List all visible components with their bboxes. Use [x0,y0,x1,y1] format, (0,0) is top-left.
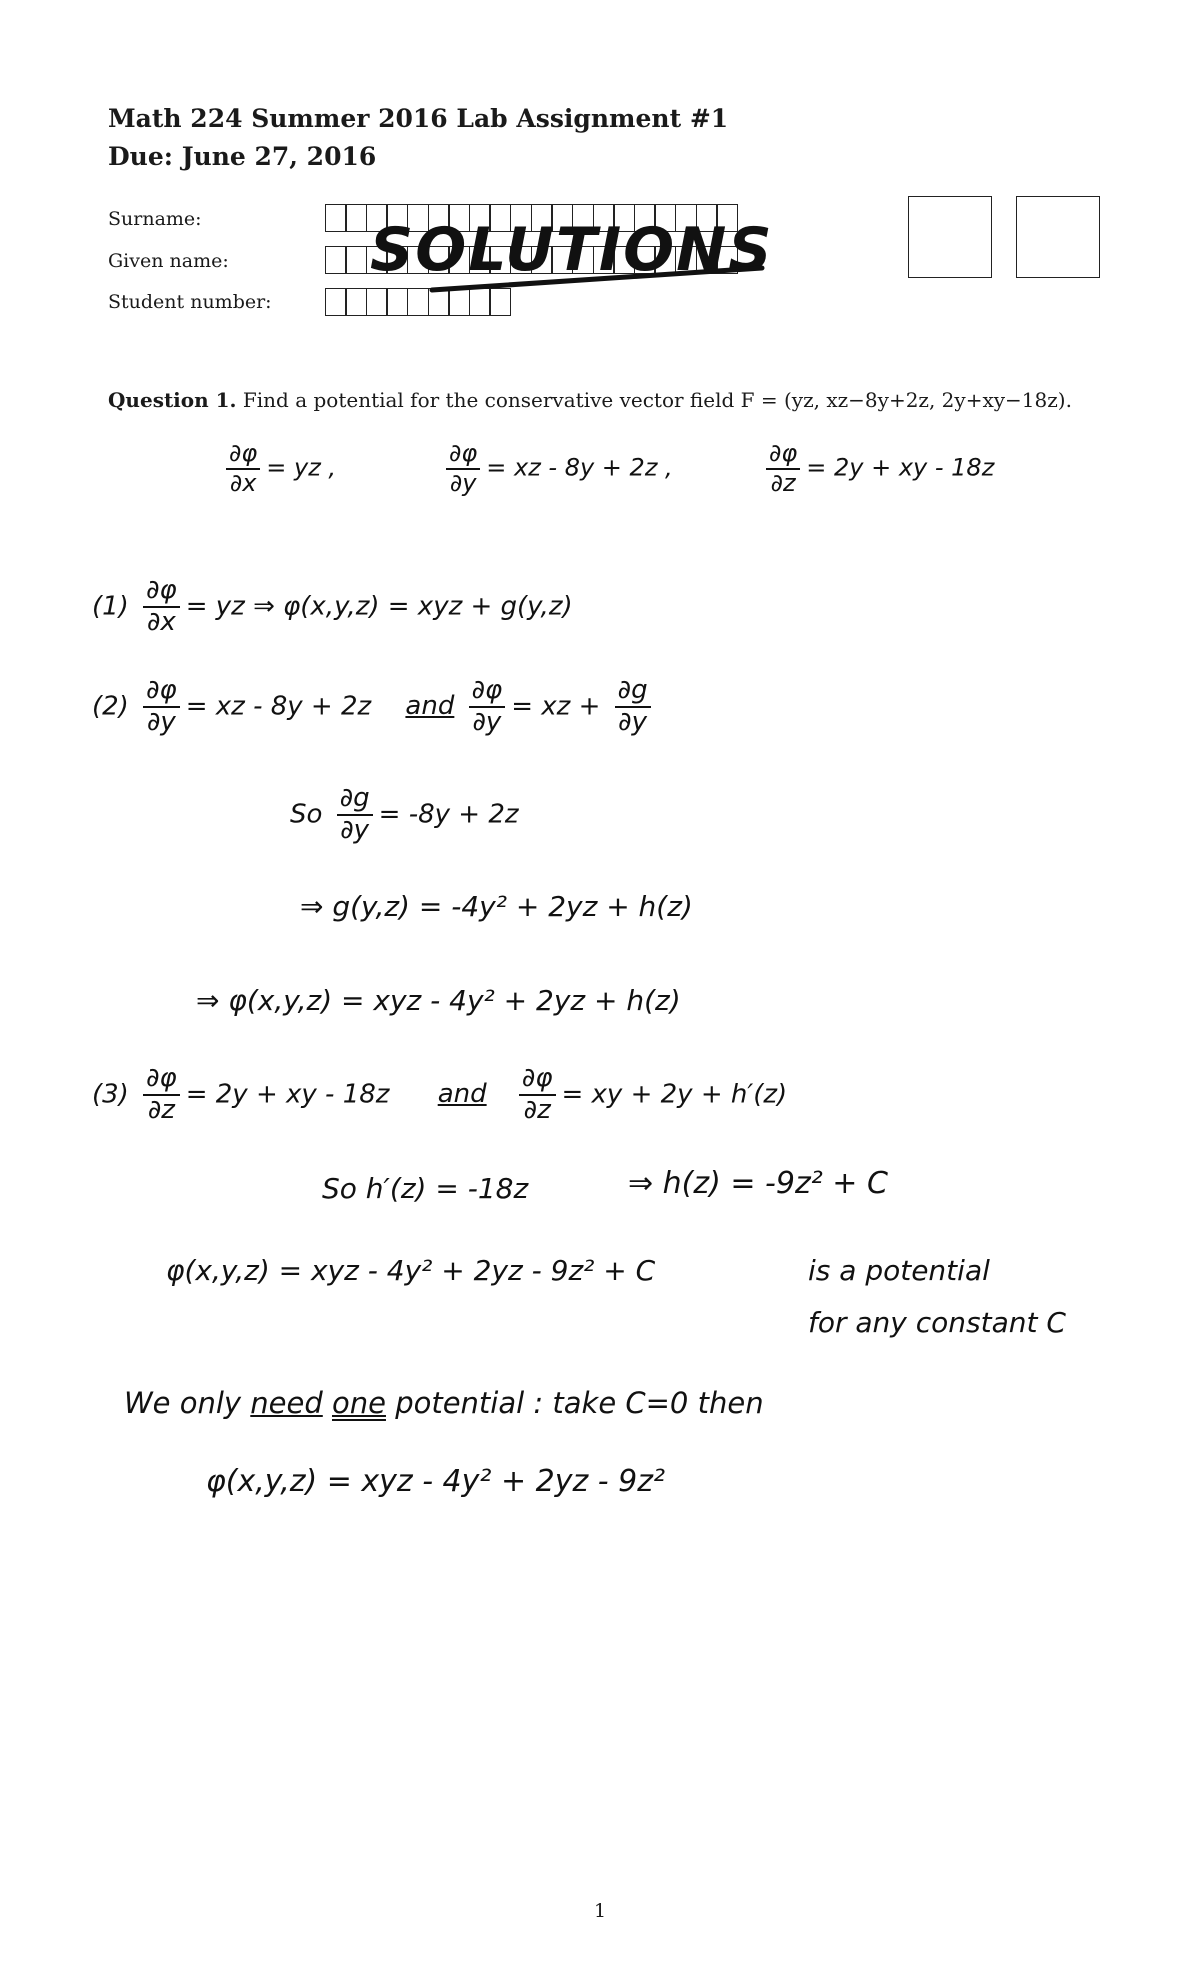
question-text: Find a potential for the conservative vector field F = (yz, xz−8y+2z, 2y+xy−18z). [242,388,1072,412]
surname-label: Surname: [108,208,202,230]
step1-num: ∂φ [143,576,180,608]
solutions-stamp [362,206,802,296]
potential-note-1: is a potential [808,1254,990,1287]
eq1-rhs: = yz , [266,453,337,482]
step1-rhs: = yz ⇒ φ(x,y,z) = xyz + g(y,z) [185,591,573,622]
h-prime-result: So h′(z) = -18z [322,1172,529,1205]
potential-note-2: for any constant C [808,1306,1066,1339]
step1-den: ∂x [146,606,176,637]
eq2-rhs: = xz - 8y + 2z , [486,453,673,482]
given-name-label: Given name: [108,250,229,272]
potential-general: φ(x,y,z) = xyz - 4y² + 2yz - 9z² + C [166,1254,656,1287]
grade-box-2 [1016,196,1100,278]
question-1 [108,388,1072,412]
grade-box-1 [908,196,992,278]
step3-label: (3) [92,1079,129,1110]
eq1-den: ∂x [229,468,257,497]
student-number-label: Student number: [108,291,272,313]
due-date: Due: June 27, 2016 [108,142,377,171]
eq2-den: ∂y [449,468,477,497]
note-we-only: We only [124,1386,242,1420]
g-result: ⇒ g(y,z) = -4y² + 2yz + h(z) [300,890,693,923]
step3b-den: ∂z [523,1094,551,1125]
step2c-num: ∂g [615,676,651,708]
step3-den: ∂z [147,1094,175,1125]
so1-num: ∂g [337,784,373,816]
so1-label: So [290,799,323,830]
so-dg-dy [290,784,519,846]
step2-den: ∂y [146,706,176,737]
one-potential-note [124,1386,764,1420]
step-3 [92,1064,787,1126]
step2-and: and [405,691,455,722]
step2-rhs: = xz - 8y + 2z [185,691,372,722]
eq3-num: ∂φ [766,440,800,470]
partial-eq-x [220,440,336,497]
note-need: need [250,1386,323,1420]
step2b-num: ∂φ [469,676,506,708]
eq1-num: ∂φ [226,440,260,470]
step2b-den: ∂y [472,706,502,737]
step2c-den: ∂y [618,706,648,737]
step3-and: and [437,1079,487,1110]
step3-rhs: = 2y + xy - 18z [185,1079,390,1110]
step1-label: (1) [92,591,129,622]
note-take-c: potential : take C=0 then [395,1386,764,1420]
partial-eq-z [760,440,994,497]
phi-result: ⇒ φ(x,y,z) = xyz - 4y² + 2yz + h(z) [196,984,681,1017]
step3-num: ∂φ [143,1064,180,1096]
note-one: one [332,1386,386,1420]
eq3-rhs: = 2y + xy - 18z [806,453,995,482]
step-1 [92,576,573,638]
eq2-num: ∂φ [446,440,480,470]
step-2 [92,676,657,738]
step2b-rhs: = xz + [511,691,601,722]
assignment-title: Math 224 Summer 2016 Lab Assignment #1 [108,104,729,133]
so1-den: ∂y [340,814,370,845]
eq3-den: ∂z [770,468,796,497]
step3b-rhs: = xy + 2y + h′(z) [561,1079,788,1110]
solutions-stamp-text: SOLUTIONS [370,215,774,285]
step3b-num: ∂φ [519,1064,556,1096]
step2-num: ∂φ [143,676,180,708]
h-result: ⇒ h(z) = -9z² + C [628,1166,888,1201]
so1-rhs: = -8y + 2z [378,799,519,830]
step2-label: (2) [92,691,129,722]
partial-eq-y [440,440,673,497]
question-label: Question 1. [108,388,237,412]
final-potential: φ(x,y,z) = xyz - 4y² + 2yz - 9z² [206,1464,665,1499]
page-number: 1 [593,1900,607,1922]
